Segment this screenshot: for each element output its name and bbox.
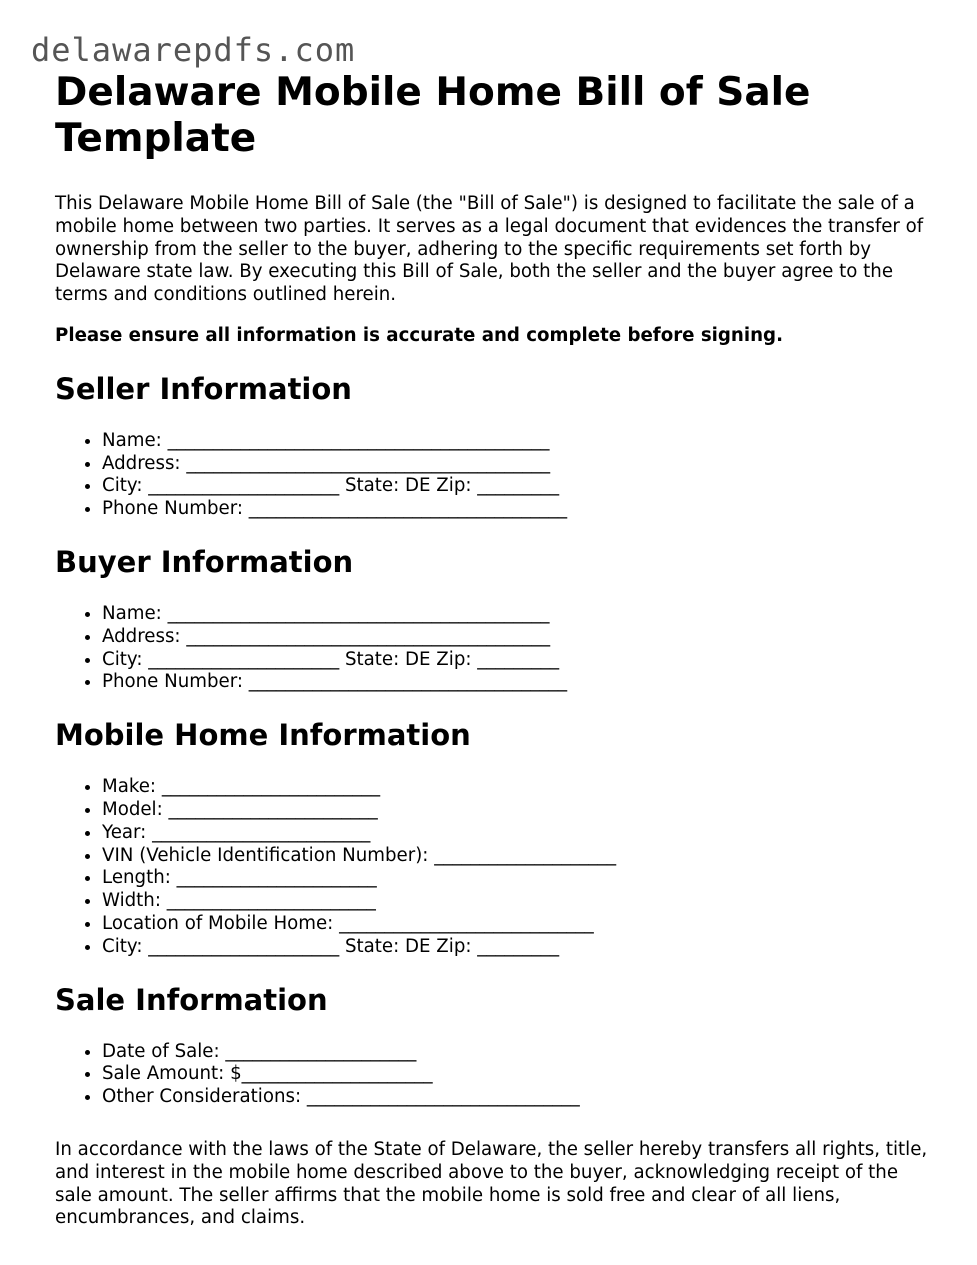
intro-paragraph: This Delaware Mobile Home Bill of Sale (the "Bill of Sale") is designed to facilitate the sale of a mobile home between two parties. It serves as a legal document that evidences the transfer of ownership from the seller to the buyer, adhering to the specific requirements set forth by Delaware state law. By executing this Bill of Sale, both the seller and the buyer agree to the terms and conditions outlined herein.: [55, 193, 924, 306]
seller-heading: Seller Information: [55, 371, 352, 406]
make-field: • Make: ________________________: [102, 776, 935, 799]
buyer-address-field: • Address: ________________________________________: [102, 626, 935, 649]
sale-amount-field: • Sale Amount: $_____________________: [102, 1063, 935, 1086]
site-watermark: delawarepdfs.com: [31, 31, 356, 69]
sale-fields: [55, 1041, 935, 1109]
document-body: [55, 70, 935, 1230]
buyer-name-field: • Name: __________________________________________: [102, 603, 935, 626]
other-considerations-field: • Other Considerations: ______________________________: [102, 1086, 935, 1109]
closing-paragraph: In accordance with the laws of the State of Delaware, the seller hereby transfers all rights, title, and interest in the mobile home described above to the buyer, acknowledging receipt of the sale amount. The seller affirms that the mobile home is sold free and clear of all liens, encumbrances, and claims.: [55, 1138, 928, 1229]
buyer-heading: Buyer Information: [55, 544, 354, 579]
mobile-home-fields: [55, 776, 935, 958]
model-field: • Model: _______________________: [102, 799, 935, 822]
seller-fields: [55, 430, 935, 521]
page-title: Delaware Mobile Home Bill of Sale Template: [55, 70, 811, 161]
buyer-fields: [55, 603, 935, 694]
home-city-field: • City: _____________________ State: DE Zip: _________: [102, 936, 935, 959]
accuracy-notice: Please ensure all information is accurate and complete before signing.: [55, 324, 783, 346]
buyer-city-field: • City: _____________________ State: DE Zip: _________: [102, 649, 935, 672]
seller-address-field: • Address: ________________________________________: [102, 453, 935, 476]
vin-field: • VIN (Vehicle Identification Number): ____________________: [102, 845, 935, 868]
length-field: • Length: ______________________: [102, 867, 935, 890]
width-field: • Width: _______________________: [102, 890, 935, 913]
seller-phone-field: • Phone Number: ___________________________________: [102, 498, 935, 521]
seller-name-field: • Name: __________________________________________: [102, 430, 935, 453]
buyer-phone-field: • Phone Number: ___________________________________: [102, 671, 935, 694]
sale-heading: Sale Information: [55, 982, 328, 1017]
year-field: • Year: ________________________: [102, 822, 935, 845]
sale-date-field: • Date of Sale: _____________________: [102, 1041, 935, 1064]
location-field: • Location of Mobile Home: ____________________________: [102, 913, 935, 936]
mobile-home-heading: Mobile Home Information: [55, 718, 471, 753]
seller-city-field: • City: _____________________ State: DE Zip: _________: [102, 475, 935, 498]
